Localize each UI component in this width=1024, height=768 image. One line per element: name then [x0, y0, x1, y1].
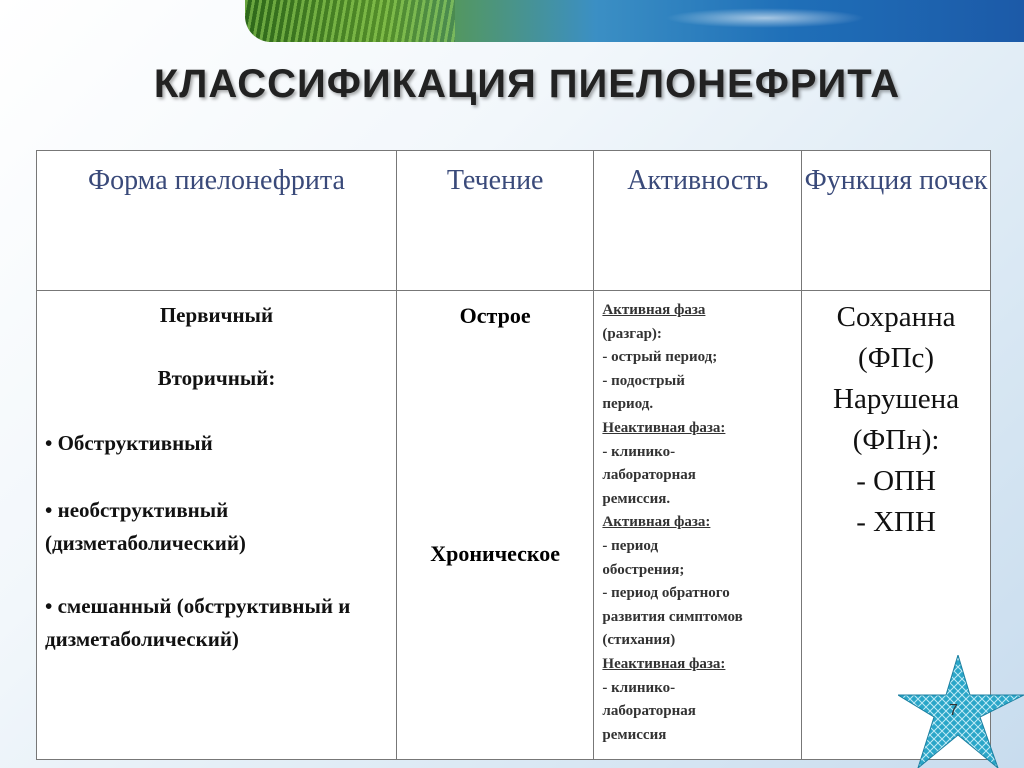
activity-phase-heading: Активная фаза: [602, 514, 711, 531]
banner-grass-decoration [245, 0, 455, 42]
classification-table [36, 150, 991, 760]
activity-line: - острый период; [602, 349, 718, 366]
activity-phase-heading: Неактивная фаза: [602, 419, 726, 436]
activity-line: (разгар): [602, 325, 662, 342]
form-item-nonobstructive: • необструктивный (дизметаболический) [45, 498, 246, 555]
content-row [37, 291, 991, 760]
function-line: (ФПн): [852, 424, 940, 456]
activity-line: (стихания) [602, 632, 676, 649]
activity-line: - подострый [602, 372, 685, 389]
function-line: - ХПН [856, 506, 936, 538]
decorative-star-icon [898, 655, 1024, 768]
activity-line: - клинико- [602, 679, 676, 696]
course-chronic: Хроническое [430, 541, 561, 566]
activity-phase-heading: Активная фаза [602, 302, 706, 318]
activity-phase-heading: Неактивная фаза: [602, 655, 726, 672]
page-number: 7 [949, 702, 958, 719]
activity-line: период. [602, 396, 654, 413]
header-function: Функция почек [802, 151, 991, 291]
header-row [37, 151, 991, 291]
activity-line: лабораторная [602, 467, 696, 484]
activity-line: - клинико- [602, 443, 676, 460]
activity-line: - период обратного [602, 585, 730, 602]
form-item-obstructive: • Обструктивный [45, 431, 213, 455]
function-line: (ФПс) [858, 342, 935, 374]
header-course: Течение [396, 151, 594, 291]
course-cell [396, 291, 594, 760]
form-secondary: Вторичный: [157, 366, 276, 390]
course-acute: Острое [459, 303, 531, 328]
activity-list [602, 299, 793, 747]
activity-line: ремиссия. [602, 490, 671, 507]
form-cell [37, 291, 397, 760]
header-activity: Активность [594, 151, 802, 291]
header-banner-image [245, 0, 1024, 42]
function-line: Сохранна [836, 301, 956, 333]
function-line: - ОПН [856, 465, 936, 497]
activity-cell [594, 291, 802, 760]
activity-line: - период [602, 537, 659, 554]
banner-water-decoration [665, 8, 865, 28]
activity-line: обострения; [602, 561, 685, 578]
header-form: Форма пиелонефрита [37, 151, 397, 291]
activity-line: ремиссия [602, 726, 667, 743]
form-item-mixed: • смешанный (обструктивный и дизметаболический) [45, 594, 351, 651]
function-line: Нарушена [833, 383, 960, 415]
slide-title: КЛАССИФИКАЦИЯ ПИЕЛОНЕФРИТА [153, 62, 901, 106]
activity-line: развития симптомов [602, 608, 743, 625]
form-primary: Первичный [159, 303, 274, 327]
activity-line: лабораторная [602, 703, 696, 720]
